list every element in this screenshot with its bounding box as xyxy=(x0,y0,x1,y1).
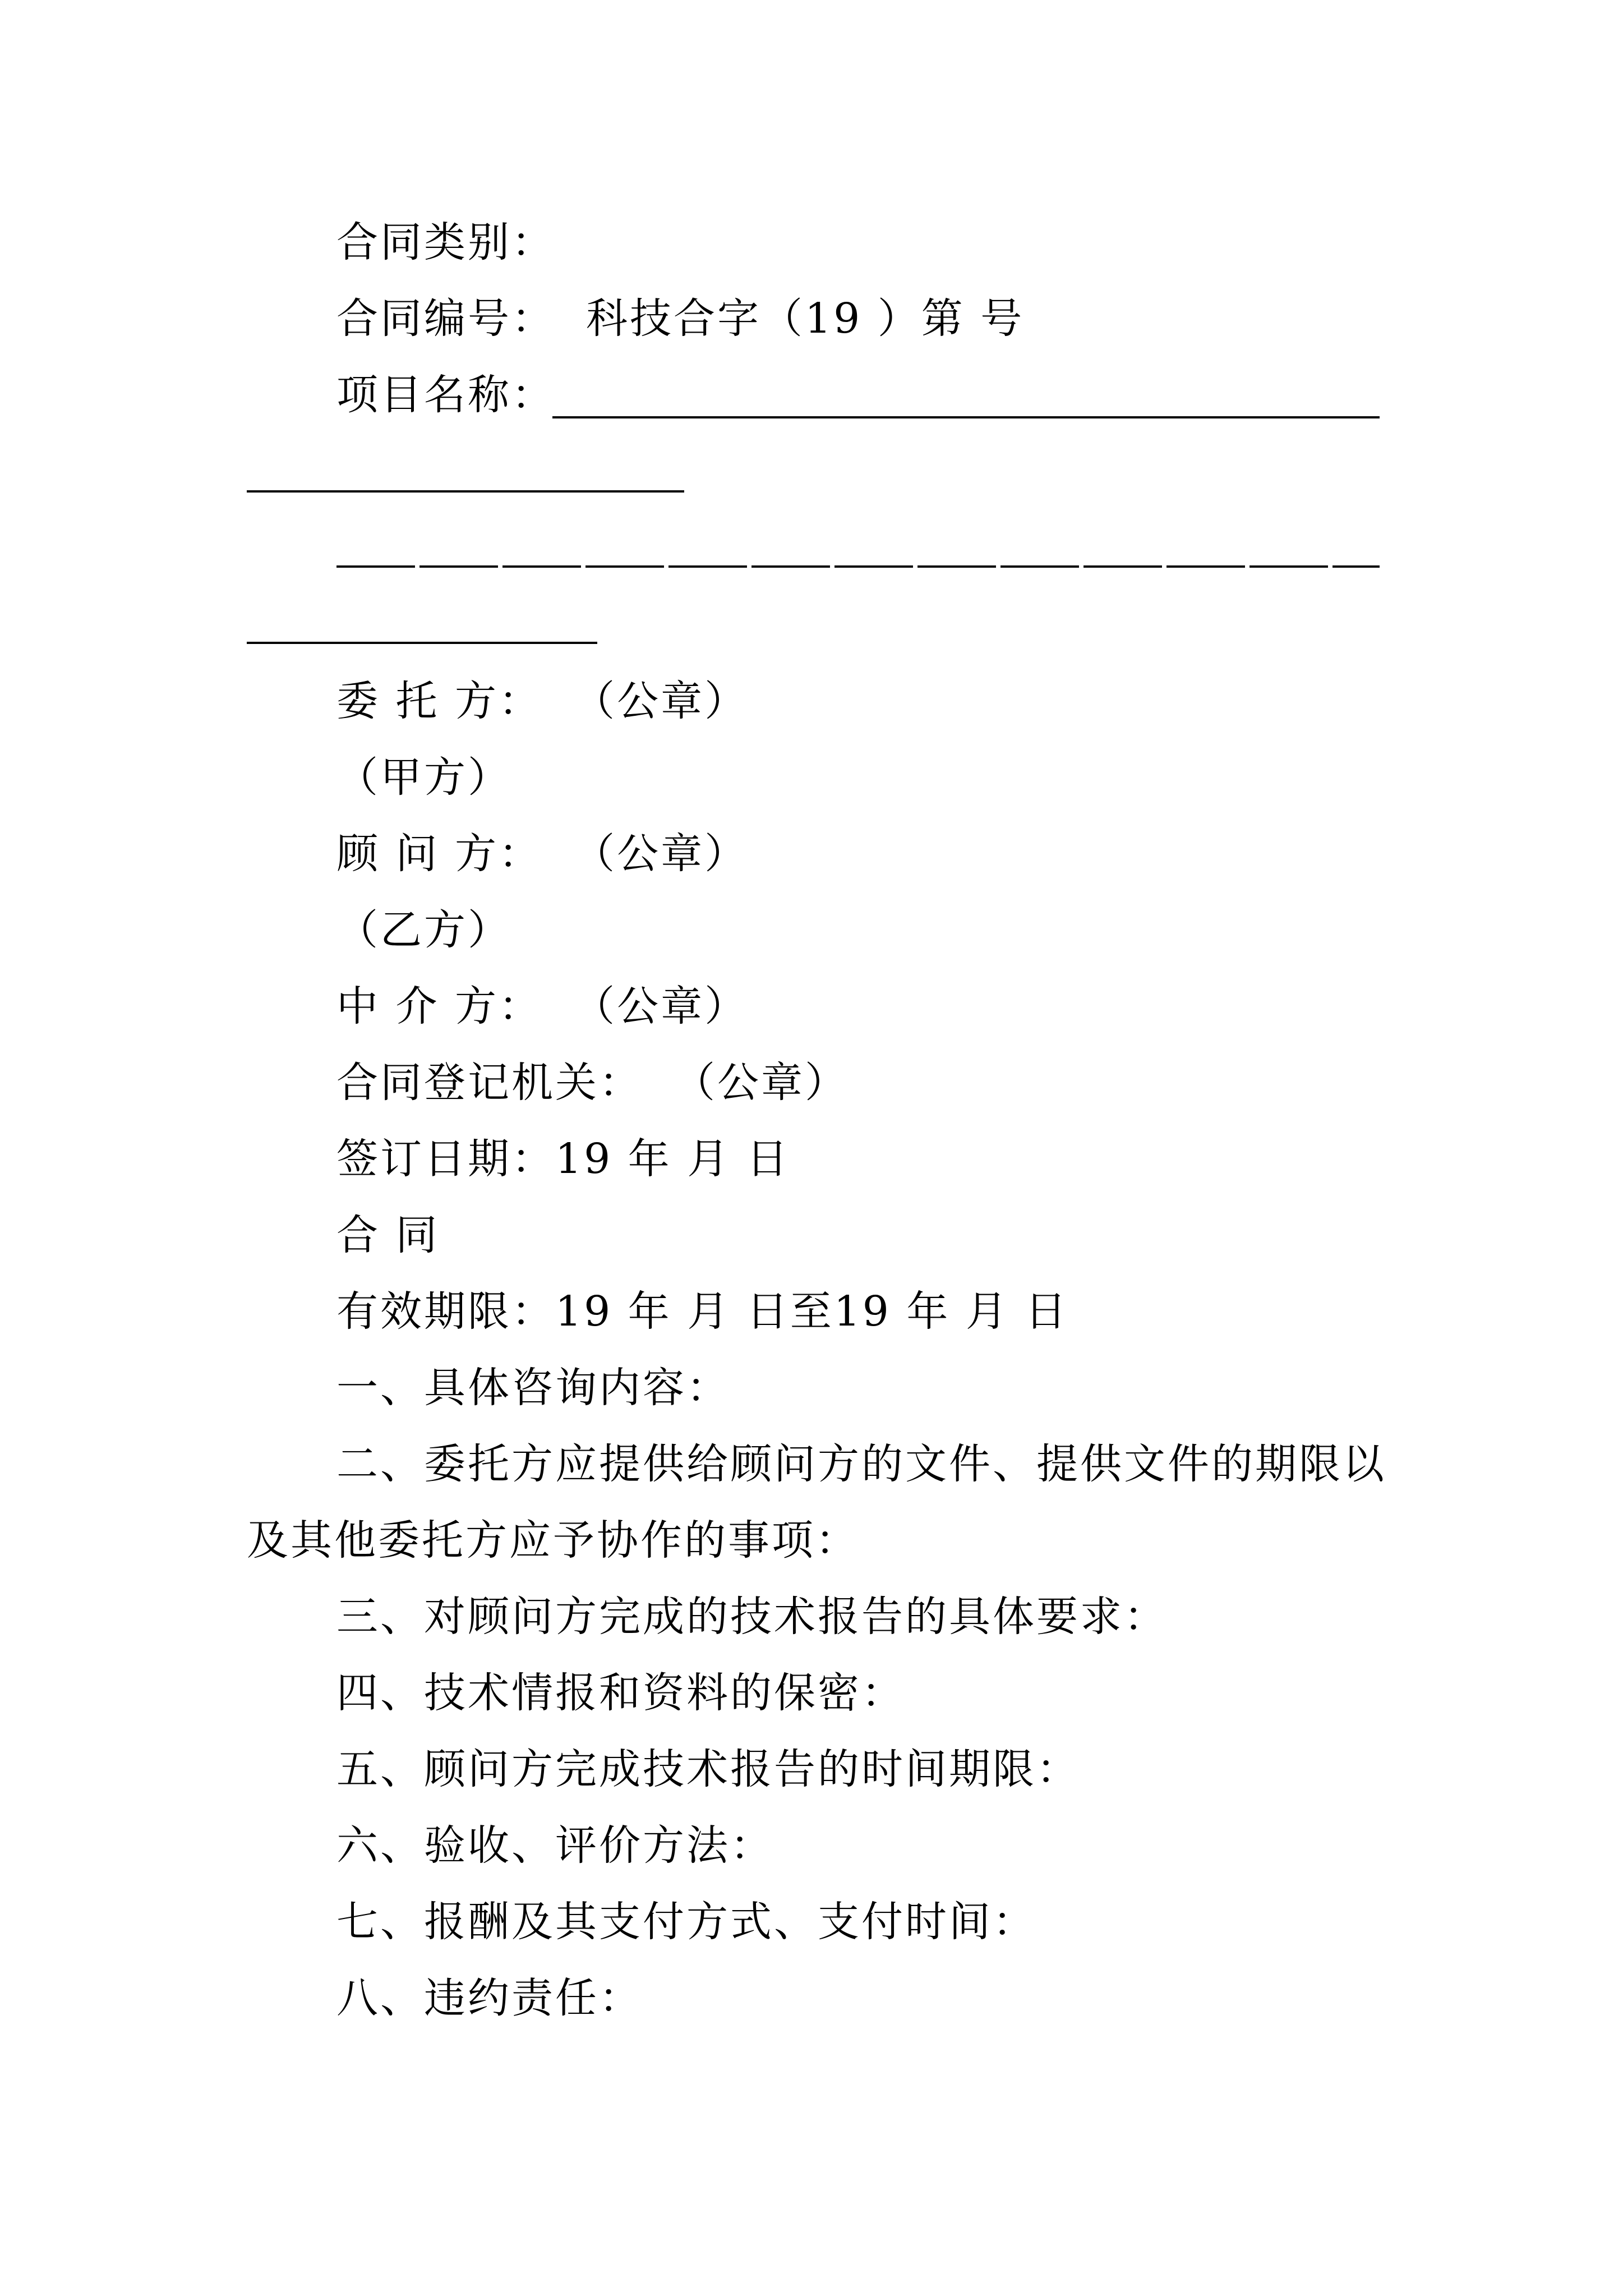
blank-dash-line xyxy=(336,565,1380,568)
clause-7: 七、报酬及其支付方式、支付时间： xyxy=(336,1898,1036,1946)
consultant-party: 顾 问 方： （公章） xyxy=(336,830,749,878)
clause-5: 五、顾问方完成技术报告的时间期限： xyxy=(336,1745,1080,1793)
signing-date: 签订日期：19 年 月 日 xyxy=(336,1135,790,1183)
clause-3: 三、对顾问方完成的技术报告的具体要求： xyxy=(336,1593,1168,1641)
clause-1: 一、具体咨询内容： xyxy=(336,1364,730,1412)
contract-title: 合 同 xyxy=(336,1211,440,1259)
party-b-label: （乙方） xyxy=(336,906,511,954)
project-name-label: 项目名称： xyxy=(336,371,555,419)
contract-category-label: 合同类别： xyxy=(336,218,555,266)
validity-period: 有效期限：19 年 月 日至19 年 月 日 xyxy=(336,1287,1069,1336)
blank-underline-cont xyxy=(247,642,597,644)
clause-4: 四、技术情报和资料的保密： xyxy=(336,1669,905,1717)
party-a-label: （甲方） xyxy=(336,753,511,802)
project-name-underline xyxy=(552,416,1380,418)
registration-authority: 合同登记机关： （公章） xyxy=(336,1059,849,1107)
client-party: 委 托 方： （公章） xyxy=(336,677,749,725)
project-name-underline-cont xyxy=(247,490,684,493)
intermediary-party: 中 介 方： （公章） xyxy=(336,982,749,1030)
clause-8: 八、违约责任： xyxy=(336,1974,643,2022)
clause-6: 六、验收、评价方法： xyxy=(336,1821,774,1870)
clause-2-cont: 及其他委托方应予协作的事项： xyxy=(247,1516,859,1565)
clause-2: 二、委托方应提供给顾问方的文件、提供文件的期限以 xyxy=(336,1440,1386,1488)
contract-number: 合同编号： 科技合字（19 ）第 号 xyxy=(336,295,1025,343)
